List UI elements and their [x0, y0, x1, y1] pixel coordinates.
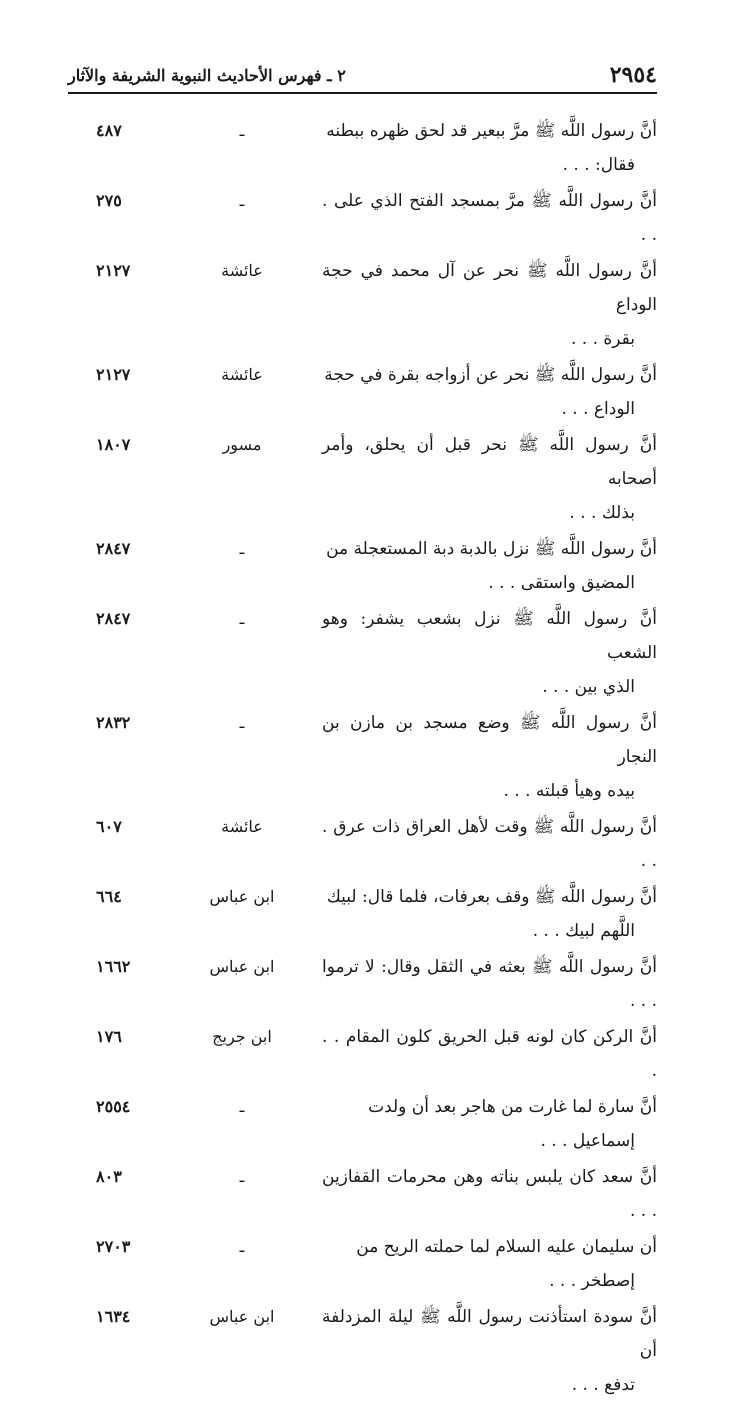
narrator: عائشة [221, 261, 263, 280]
hadith-index-list [68, 114, 657, 1404]
hadith-line-1: أنَّ رسول اللَّه ﷺ بعثه في الثقل وقال: لا ترموا . . . [322, 957, 657, 1011]
hadith-line-2: إصطخر . . . [549, 1271, 635, 1291]
reference-number: ٤٨٧ [96, 121, 122, 140]
index-entry [68, 1300, 657, 1402]
index-entry [68, 1230, 657, 1298]
hadith-line-1: أنَّ رسول اللَّه ﷺ مرَّ ببعير قد لحق ظهره ببطنه [326, 121, 657, 141]
reference-number: ٢٧٠٣ [96, 1237, 131, 1256]
hadith-line-1: أنَّ رسول اللَّه ﷺ مرَّ بمسجد الفتح الذي على . . . [322, 191, 657, 245]
index-entry [68, 532, 657, 600]
hadith-text [322, 184, 657, 252]
hadith-line-1: أنَّ سودة استأذنت رسول اللَّه ﷺ ليلة المزدلفة أن [322, 1307, 657, 1361]
hadith-text [322, 532, 657, 600]
index-entry [68, 1160, 657, 1228]
hadith-line-2: بذلك . . . [569, 503, 635, 523]
narrator: مسور [222, 435, 262, 454]
hadith-text [322, 428, 657, 530]
hadith-line-2: الذي بين . . . [542, 677, 635, 697]
running-title: ٢ ـ فهرس الأحاديث النبوية الشريفة والآثار [68, 65, 346, 85]
hadith-line-1: أنَّ سعد كان يلبس بناته وهن محرمات القفازين . . . [322, 1167, 657, 1221]
index-entry [68, 810, 657, 878]
reference-number: ١٨٠٧ [96, 435, 131, 454]
hadith-text [322, 706, 657, 808]
narrator: عائشة [221, 817, 263, 836]
hadith-text [322, 880, 657, 948]
hadith-text [322, 950, 657, 1018]
index-entry [68, 950, 657, 1018]
index-entry [68, 706, 657, 808]
narrator: ـ [239, 121, 245, 140]
hadith-text [322, 602, 657, 704]
index-entry [68, 114, 657, 182]
hadith-text [322, 114, 657, 182]
hadith-text [322, 358, 657, 426]
narrator: ـ [239, 1097, 245, 1116]
hadith-line-1: أنَّ رسول اللَّه ﷺ نحر قبل أن يحلق، وأمر أصحابه [322, 435, 657, 489]
narrator: ـ [239, 191, 245, 210]
reference-number: ٦٦٤ [96, 887, 122, 906]
hadith-text [322, 1230, 657, 1298]
hadith-text [322, 1300, 657, 1402]
reference-number: ١٦٦٢ [96, 957, 131, 976]
index-entry [68, 254, 657, 356]
index-entry [68, 1020, 657, 1088]
hadith-line-2: تدفع . . . [571, 1375, 635, 1395]
hadith-line-1: أنَّ سارة لما غارت من هاجر بعد أن ولدت [368, 1097, 657, 1117]
hadith-line-2: المضيق واستقى . . . [488, 573, 635, 593]
index-entry [68, 184, 657, 252]
hadith-text [322, 1160, 657, 1228]
reference-number: ٢٨٤٧ [96, 609, 131, 628]
hadith-text [322, 1090, 657, 1158]
narrator: ابن جريج [212, 1027, 272, 1046]
hadith-line-1: أن سليمان عليه السلام لما حملته الريح من [356, 1237, 657, 1257]
hadith-line-2: الوداع . . . [561, 399, 635, 419]
hadith-line-2: فقال: . . . [562, 155, 635, 175]
hadith-line-1: أنَّ الركن كان لونه قبل الحريق كلون المقام . . . [322, 1027, 657, 1081]
hadith-line-1: أنَّ رسول اللَّه ﷺ وضع مسجد بن مازن بن النجار [322, 713, 657, 767]
reference-number: ٢٨٣٢ [96, 713, 131, 732]
index-entry [68, 1090, 657, 1158]
hadith-line-1: أنَّ رسول اللَّه ﷺ نزل بالدبة دبة المستعجلة من [326, 539, 657, 559]
hadith-text [322, 254, 657, 356]
reference-number: ٢١٢٧ [96, 365, 131, 384]
page-number: ٢٩٥٤ [609, 62, 657, 88]
index-entry [68, 602, 657, 704]
index-entry [68, 358, 657, 426]
reference-number: ٨٠٣ [96, 1167, 122, 1186]
hadith-line-1: أنَّ رسول اللَّه ﷺ نحر عن آل محمد في حجة الوداع [322, 261, 657, 315]
reference-number: ٦٠٧ [96, 817, 122, 836]
hadith-line-2: اللَّهم لبيك . . . [532, 921, 635, 941]
narrator: ابن عباس [209, 957, 275, 976]
hadith-line-1: أنَّ رسول اللَّه ﷺ وقف بعرفات، فلما قال: لبيك [326, 887, 657, 907]
hadith-line-1: أنَّ رسول اللَّه ﷺ نزل بشعب يشفر: وهو الشعب [322, 609, 657, 663]
hadith-text [322, 810, 657, 878]
page-header [68, 58, 657, 94]
index-entry [68, 428, 657, 530]
hadith-line-2: إسماعيل . . . [540, 1131, 635, 1151]
reference-number: ٢٧٥ [96, 191, 122, 210]
narrator: عائشة [221, 365, 263, 384]
reference-number: ١٦٣٤ [96, 1307, 131, 1326]
reference-number: ٢٥٥٤ [96, 1097, 131, 1116]
hadith-line-1: أنَّ رسول اللَّه ﷺ وقت لأهل العراق ذات عرق . . . [322, 817, 657, 871]
hadith-line-2: بقرة . . . [570, 329, 635, 349]
reference-number: ٢٨٤٧ [96, 539, 131, 558]
narrator: ـ [239, 609, 245, 628]
narrator: ابن عباس [209, 887, 275, 906]
narrator: ـ [239, 713, 245, 732]
narrator: ـ [239, 1167, 245, 1186]
reference-number: ١٧٦ [96, 1027, 122, 1046]
narrator: ـ [239, 1237, 245, 1256]
reference-number: ٢١٢٧ [96, 261, 131, 280]
index-entry [68, 880, 657, 948]
hadith-text [322, 1020, 657, 1088]
hadith-line-2: بيده وهيأ قبلته . . . [503, 781, 635, 801]
narrator: ـ [239, 539, 245, 558]
hadith-line-1: أنَّ رسول اللَّه ﷺ نحر عن أزواجه بقرة في حجة [324, 365, 657, 385]
narrator: ابن عباس [209, 1307, 275, 1326]
